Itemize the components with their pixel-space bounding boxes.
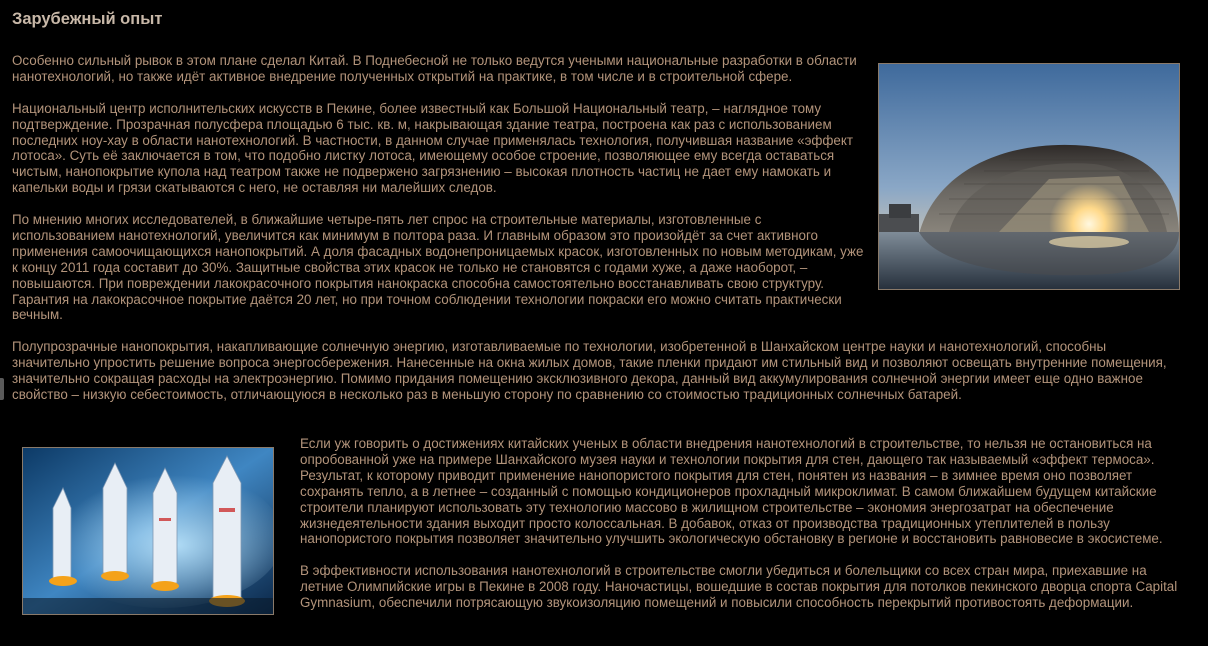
side-scroll-tab[interactable] <box>0 378 4 400</box>
paragraph-2: Национальный центр исполнительских искусств в Пекине, более известный как Большой Национальный театр, – наглядное тому подтверждение. Прозрачная полусфера площадью 6 тыс. кв. м, накрывающая здание театра, построена как раз с использованием последних ноу-хау в области нанотехнологий. В частности, в данном случае применялась технология, получившая название «эффект лотоса». Суть её заключается в том, что подобно листку лотоса, имеющему особое строение, позволяющее ему всегда оставаться чистым, нанопокрытие купола над театром также не подвержено загрязнению – высокая плотность частиц не дает ему намокать и капельки воды и грязи скатываются с него, не оставляя ни малейших следов. <box>12 100 854 196</box>
national-theatre-photo <box>878 63 1180 290</box>
rocket-models-photo <box>22 447 274 615</box>
page-title: Зарубежный опыт <box>12 10 163 28</box>
article-bottom-section <box>12 436 1188 627</box>
paragraph-1: Особенно сильный рывок в этом плане сделал Китай. В Поднебесной не только ведутся учеными национальные разработки в области нанотехнологий, но также идёт активное внедрение полученных открытий на практике, в том числе и в строительной сфере. <box>12 53 857 84</box>
paragraph-5: Если уж говорить о достижениях китайских ученых в области внедрения нанотехнологий в строительстве, то нельзя не остановиться на опробованной уже на примере Шанхайского музея науки и технологии покрытия для стен, дающего так называемый «эффект термоса». Результат, к которому приводит применение нанопористого покрытия для стен, понятен из названия – в зимнее время оно позволяет сохранять тепло, а в летнее – созданный с помощью кондиционеров прохладный микроклимат. В самом ближайшем будущем китайские строители планируют использовать эту технологию массово в жилищном строительстве – экономия энергозатрат на обеспечение жизнедеятельности здания выходит просто колоссальная. В добавок, отказ от производства традиционных утеплителей в пользу нанопористого покрытия позволяет значительно улучшить экологическую обстановку в регионе и восстановить равновесие в экосистеме. <box>300 436 1163 547</box>
article <box>12 0 1192 646</box>
paragraph-4: Полупрозрачные нанопокрытия, накапливающие солнечную энергию, изготавливаемые по технологии, изобретенной в Шанхайском центре науки и нанотехнологий, способны значительно упростить решение вопроса энергосбережения. Нанесенные на окна жилых домов, такие пленки придают им стильный вид и позволяют освещать внутренние помещения, значительно сокращая расходы на электроэнергию. Помимо придания помещению эксклюзивного декора, данный вид аккумулирования солнечной энергии имеет еще одно важное свойство – низкую себестоимость, отличающуюся в несколько раз в меньшую сторону по сравнению со стоимостью традиционных солнечных батарей. <box>12 339 1167 402</box>
paragraph-3: По мнению многих исследователей, в ближайшие четыре-пять лет спрос на строительные материалы, изготовленные с использованием нанотехнологий, увеличится как минимум в полтора раза. И главным образом это произойдёт за счет активного применения самоочищающихся нанопокрытий. А доля фасадных водонепроницаемых красок, изготовленных по новым методикам, уже к концу 2011 года составит до 30%. Защитные свойства этих красок не только не становятся с годами хуже, а даже наоборот, – повышаются. При повреждении лакокрасочного покрытия нанокраска способна самостоятельно восстанавливать свою структуру. Гарантия на лакокрасочное покрытие даётся 20 лет, но при точном соблюдении технологии покраски его можно считать практически вечным. <box>12 212 864 323</box>
article-top-section <box>12 53 1182 419</box>
paragraph-6: В эффективности использования нанотехнологий в строительстве смогли убедиться и болельщики со всех стран мира, приехавшие на летние Олимпийские игры в Пекине в 2008 году. Наночастицы, вошедшие в состав покрытия для потолков пекинского дворца спорта Capital Gymnasium, обеспечили потрясающую звукоизоляцию помещений и повысили способность перекрытий противостоять деформации. <box>300 563 1178 611</box>
